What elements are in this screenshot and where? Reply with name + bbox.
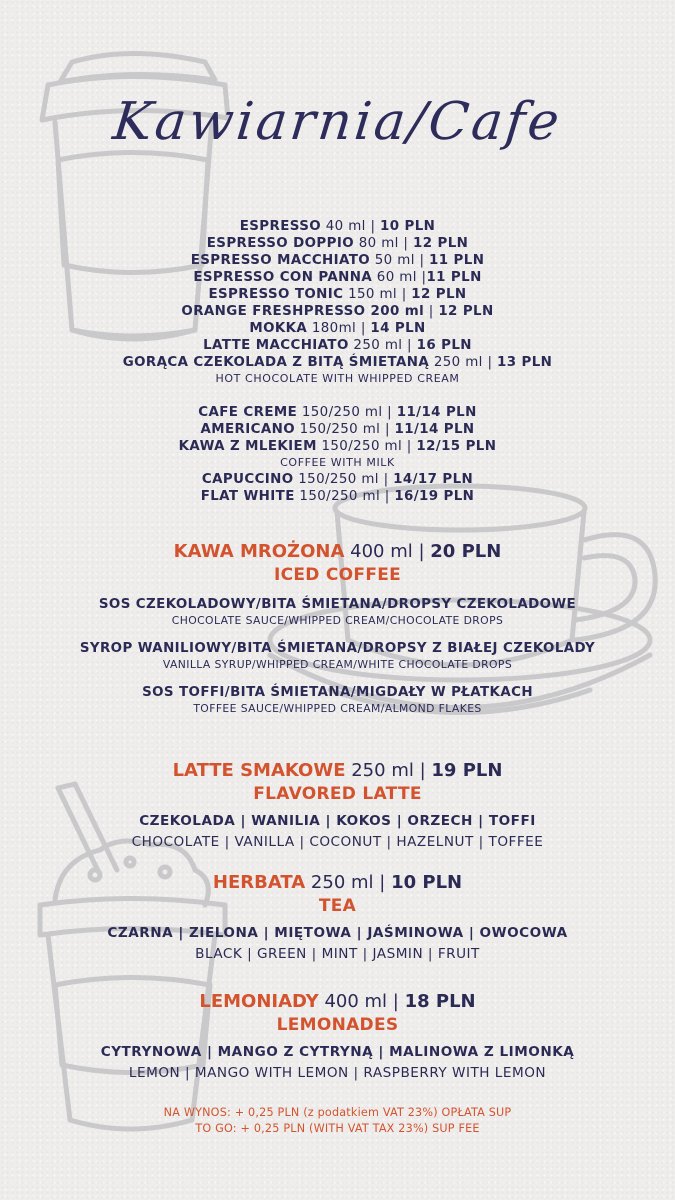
lemonade-section <box>0 990 675 1084</box>
fee-note-en: TO GO: + 0,25 PLN (WITH VAT TAX 23%) SUP FEE <box>195 1122 480 1135</box>
item-translation: HOT CHOCOLATE WITH WHIPPED CREAM <box>215 372 460 385</box>
menu-item: CAFE CREME 150/250 ml | 11/14 PLN <box>198 405 477 420</box>
lemonade-list-en: LEMON | MANGO WITH LEMON | RASPBERRY WITH LEMON <box>128 1065 547 1081</box>
option-pl: SYROP WANILIOWY/BITA ŚMIETANA/DROPSY Z BIAŁEJ CZEKOLADY <box>79 641 596 656</box>
section-header: LEMONIADY 400 ml | 18 PLN <box>199 991 476 1012</box>
tea-list-pl: CZARNA | ZIELONA | MIĘTOWA | JAŚMINOWA | OWOCOWA <box>107 925 568 941</box>
menu-item: CAPUCCINO 150/250 ml | 14/17 PLN <box>201 472 474 487</box>
fee-note-pl: NA WYNOS: + 0,25 PLN (z podatkiem VAT 23%) OPŁATA SUP <box>163 1106 512 1119</box>
section-header: HERBATA 250 ml | 10 PLN <box>212 872 463 893</box>
option-pl: SOS CZEKOLADOWY/BITA ŚMIETANA/DROPSY CZEKOLADOWE <box>98 597 577 612</box>
option-en: CHOCOLATE SAUCE/WHIPPED CREAM/CHOCOLATE DROPS <box>171 614 504 627</box>
menu-item: KAWA Z MLEKIEM 150/250 ml | 12/15 PLN <box>178 439 497 454</box>
flavor-list-pl: CZEKOLADA | WANILIA | KOKOS | ORZECH | TOFFI <box>139 813 536 829</box>
menu-item: FLAT WHITE 150/250 ml | 16/19 PLN <box>200 489 475 504</box>
iced-coffee-section <box>0 540 675 716</box>
section-header: KAWA MROŻONA 400 ml | 20 PLN <box>173 541 502 562</box>
menu-item: ESPRESSO MACCHIATO 50 ml | 11 PLN <box>190 253 485 268</box>
menu-item: GORĄCA CZEKOLADA Z BITĄ ŚMIETANĄ 250 ml | 13 PLN <box>122 355 553 370</box>
menu-item: ESPRESSO 40 ml | 10 PLN <box>239 219 436 234</box>
section-header-en: LEMONADES <box>276 1015 399 1035</box>
item-translation: COFFEE WITH MILK <box>280 456 395 469</box>
lemonade-list-pl: CYTRYNOWA | MANGO Z CYTRYNĄ | MALINOWA Z LIMONKĄ <box>100 1044 575 1060</box>
option-en: TOFFEE SAUCE/WHIPPED CREAM/ALMOND FLAKES <box>193 702 482 715</box>
latte-section <box>0 759 675 853</box>
section-header-en: TEA <box>318 896 357 916</box>
option-en: VANILLA SYRUP/WHIPPED CREAM/WHITE CHOCOLATE DROPS <box>162 658 513 671</box>
page-title: Kawiarnia/Cafe <box>110 92 565 152</box>
menu-item: MOKKA 180ml | 14 PLN <box>249 321 426 336</box>
hot-coffee-list <box>0 218 675 387</box>
tea-section <box>0 871 675 965</box>
menu-item: ESPRESSO TONIC 150 ml | 12 PLN <box>208 287 467 302</box>
menu-item: ESPRESSO CON PANNA 60 ml |11 PLN <box>193 270 482 285</box>
section-header-en: ICED COFFEE <box>273 565 402 585</box>
flavor-list-en: CHOCOLATE | VANILLA | COCONUT | HAZELNUT | TOFFEE <box>131 834 544 850</box>
menu-item: AMERICANO 150/250 ml | 11/14 PLN <box>200 422 475 437</box>
section-header: LATTE SMAKOWE 250 ml | 19 PLN <box>172 760 503 781</box>
menu-item: LATTE MACCHIATO 250 ml | 16 PLN <box>203 338 472 353</box>
menu-item: ESPRESSO DOPPIO 80 ml | 12 PLN <box>206 236 469 251</box>
option-pl: SOS TOFFI/BITA ŚMIETANA/MIGDAŁY W PŁATKACH <box>142 685 533 700</box>
milk-coffee-list <box>0 404 675 505</box>
tea-list-en: BLACK | GREEN | MINT | JASMIN | FRUIT <box>195 946 480 962</box>
menu-item: ORANGE FRESHPRESSO 200 ml | 12 PLN <box>181 304 494 319</box>
section-header-en: FLAVORED LATTE <box>253 784 422 804</box>
takeaway-fee-note <box>0 1105 675 1137</box>
